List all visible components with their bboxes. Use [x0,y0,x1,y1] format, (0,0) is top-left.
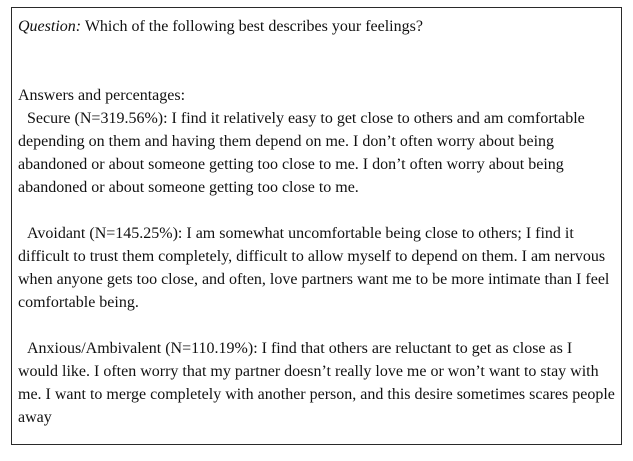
answer-avoidant [18,222,615,314]
answer-anxious-label: Anxious/Ambivalent (N=110.19%) [27,340,254,357]
answer-anxious-text: : I find that others are reluctant to get as close as I would like. I often worry that my partner doesn’t really love me or won’t want to stay with me. I want to merge completely with another person, and this desire sometimes scares people away [18,340,615,426]
question-text: Which of the following best describes your feelings? [81,18,423,35]
answers-header: Answers and percentages: [18,87,186,104]
answer-anxious [18,337,615,429]
answer-avoidant-label: Avoidant (N=145.25%) [27,225,178,242]
spacer [18,38,615,84]
answer-secure [18,107,615,199]
document-frame [11,7,622,445]
answer-secure-label: Secure (N=319.56%) [27,110,164,127]
answer-avoidant-text: : I am somewhat uncomfortable being close to others; I find it difficult to trust them completely, difficult to allow myself to depend on them. I am nervous when anyone gets too close, and often, love partners want me to be more intimate than I feel comfortable being. [18,225,610,311]
question-line [18,15,615,38]
document-content [18,15,615,429]
spacer [18,314,615,337]
answer-secure-text: : I find it relatively easy to get close to others and am comfortable depending on them and having them depend on me. I don’t often worry about being abandoned or about someone getting too close to me. I don’t often worry about being abandoned or about someone getting too close to me. [18,110,585,196]
spacer [18,199,615,222]
question-label: Question: [18,18,82,35]
